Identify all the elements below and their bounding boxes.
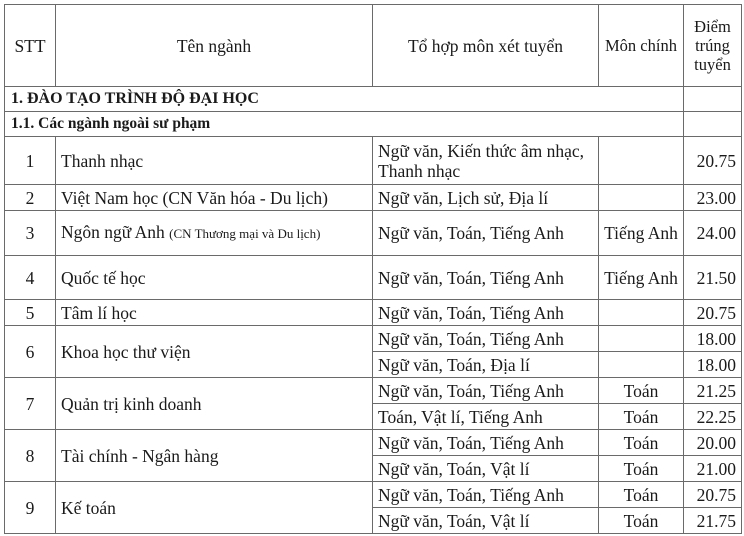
stt-cell: 2 (5, 185, 56, 211)
main-subject-cell: Toán (599, 404, 684, 430)
major-cell: Thanh nhạc (56, 137, 373, 185)
score-cell: 20.75 (684, 300, 742, 326)
score-cell: 20.75 (684, 137, 742, 185)
major-cell: Kế toán (56, 482, 373, 534)
score-cell: 22.25 (684, 404, 742, 430)
combination-cell: Ngữ văn, Toán, Tiếng Anh (373, 256, 599, 300)
subsection-row (5, 112, 742, 137)
main-subject-cell: Tiếng Anh (599, 256, 684, 300)
header-main-subject: Môn chính (599, 5, 684, 87)
major-cell: Việt Nam học (CN Văn hóa - Du lịch) (56, 185, 373, 211)
table-row (5, 137, 742, 185)
header-stt: STT (5, 5, 56, 87)
score-cell: 18.00 (684, 326, 742, 352)
header-row (5, 5, 742, 87)
major-cell: Tài chính - Ngân hàng (56, 430, 373, 482)
table-row (5, 482, 742, 508)
combination-cell: Ngữ văn, Kiến thức âm nhạc, Thanh nhạc (373, 137, 599, 185)
combination-cell: Ngữ văn, Toán, Tiếng Anh (373, 326, 599, 352)
main-subject-cell (599, 300, 684, 326)
score-cell: 21.25 (684, 378, 742, 404)
main-subject-cell (599, 326, 684, 352)
major-name: Ngôn ngữ Anh (61, 222, 165, 242)
section-row (5, 87, 742, 112)
stt-cell: 5 (5, 300, 56, 326)
stt-cell: 3 (5, 211, 56, 256)
header-major: Tên ngành (56, 5, 373, 87)
score-cell: 20.75 (684, 482, 742, 508)
main-subject-cell (599, 352, 684, 378)
score-cell: 23.00 (684, 185, 742, 211)
major-cell (56, 211, 373, 256)
main-subject-cell (599, 137, 684, 185)
admission-scores-table (4, 4, 742, 534)
table-row (5, 326, 742, 352)
combination-cell: Ngữ văn, Toán, Tiếng Anh (373, 482, 599, 508)
header-score: Điểm trúng tuyển (684, 5, 742, 87)
combination-cell: Ngữ văn, Lịch sử, Địa lí (373, 185, 599, 211)
combination-cell: Ngữ văn, Toán, Địa lí (373, 352, 599, 378)
combination-cell: Toán, Vật lí, Tiếng Anh (373, 404, 599, 430)
combination-cell: Ngữ văn, Toán, Vật lí (373, 456, 599, 482)
score-cell: 18.00 (684, 352, 742, 378)
stt-cell: 8 (5, 430, 56, 482)
major-cell: Quốc tế học (56, 256, 373, 300)
section-title: 1. ĐÀO TẠO TRÌNH ĐỘ ĐẠI HỌC (5, 87, 684, 112)
combination-cell: Ngữ văn, Toán, Vật lí (373, 508, 599, 534)
score-cell: 21.00 (684, 456, 742, 482)
main-subject-cell: Toán (599, 456, 684, 482)
score-cell: 24.00 (684, 211, 742, 256)
main-subject-cell: Toán (599, 378, 684, 404)
main-subject-cell: Toán (599, 508, 684, 534)
main-subject-cell: Tiếng Anh (599, 211, 684, 256)
section-score-cell (684, 87, 742, 112)
table-row (5, 256, 742, 300)
major-cell: Khoa học thư viện (56, 326, 373, 378)
score-cell: 21.75 (684, 508, 742, 534)
combination-cell: Ngữ văn, Toán, Tiếng Anh (373, 211, 599, 256)
table-row (5, 300, 742, 326)
stt-cell: 6 (5, 326, 56, 378)
stt-cell: 7 (5, 378, 56, 430)
subsection-title: 1.1. Các ngành ngoài sư phạm (5, 112, 684, 137)
table-row (5, 378, 742, 404)
table-row (5, 430, 742, 456)
major-note: (CN Thương mại và Du lịch) (169, 226, 321, 241)
combination-cell: Ngữ văn, Toán, Tiếng Anh (373, 430, 599, 456)
subsection-score-cell (684, 112, 742, 137)
header-combination: Tổ hợp môn xét tuyển (373, 5, 599, 87)
table-row (5, 211, 742, 256)
stt-cell: 4 (5, 256, 56, 300)
score-cell: 21.50 (684, 256, 742, 300)
score-cell: 20.00 (684, 430, 742, 456)
table-row (5, 185, 742, 211)
major-cell: Quản trị kinh doanh (56, 378, 373, 430)
main-subject-cell: Toán (599, 482, 684, 508)
combination-cell: Ngữ văn, Toán, Tiếng Anh (373, 378, 599, 404)
combination-cell: Ngữ văn, Toán, Tiếng Anh (373, 300, 599, 326)
major-cell: Tâm lí học (56, 300, 373, 326)
stt-cell: 9 (5, 482, 56, 534)
main-subject-cell (599, 185, 684, 211)
stt-cell: 1 (5, 137, 56, 185)
main-subject-cell: Toán (599, 430, 684, 456)
